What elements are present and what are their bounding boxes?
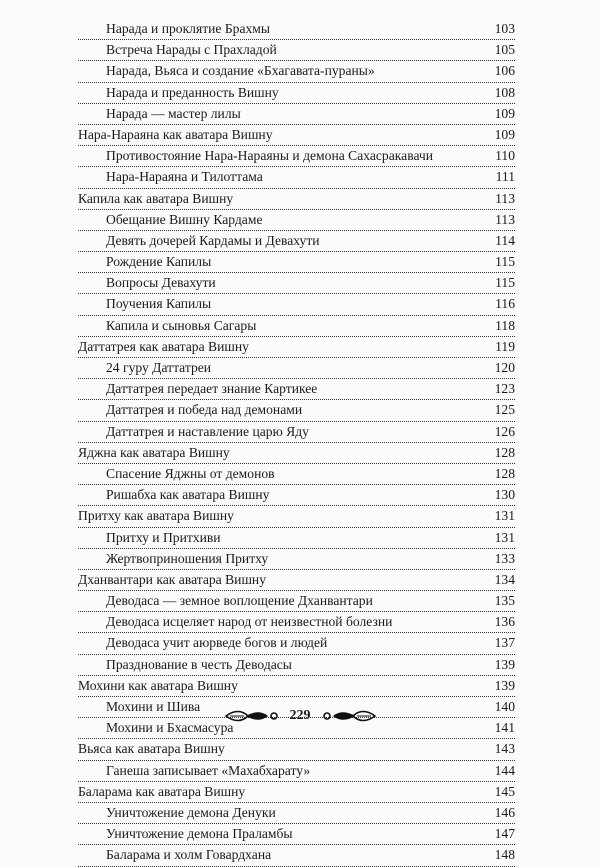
toc-entry-title: Нарада и преданность Вишну	[106, 83, 282, 103]
toc-entry-page: 116	[492, 294, 515, 314]
toc-entry	[78, 167, 515, 188]
toc-entry-page: 136	[492, 612, 515, 632]
toc-entry	[78, 676, 515, 697]
toc-entry-title: Девять дочерей Кардамы и Девахути	[106, 231, 323, 251]
toc-entry-title: Поучения Капилы	[106, 294, 214, 314]
toc-entry-title: Яджна как аватара Вишну	[78, 443, 233, 463]
toc-entry-page: 139	[492, 676, 515, 696]
toc-entry-page: 141	[492, 718, 515, 738]
toc-entry-title: Баларама и холм Говардхана	[106, 845, 274, 865]
toc-entry-title: Противостояние Нара-Нараяны и демона Сахасракавачи	[106, 146, 436, 166]
toc-entry-title: Даттатрея и победа над демонами	[106, 400, 305, 420]
toc-entry-page: 105	[492, 40, 515, 60]
toc-entry-title: Мохини и Бхасмасура	[106, 718, 236, 738]
toc-entry-page: 139	[492, 655, 515, 675]
toc-entry-title: Деводаса исцеляет народ от неизвестной болезни	[106, 612, 395, 632]
toc-entry-page: 133	[492, 549, 515, 569]
left-ornament-icon	[224, 708, 280, 724]
toc-entry-page: 130	[492, 485, 515, 505]
toc-entry	[78, 422, 515, 443]
toc-entry-page: 113	[492, 210, 515, 230]
toc-entry-title: Баларама как аватара Вишну	[78, 782, 248, 802]
toc-entry-page: 148	[492, 845, 515, 865]
toc-entry	[78, 782, 515, 803]
toc-entry-page: 109	[492, 104, 515, 124]
toc-entry-page: 111	[493, 167, 515, 187]
toc-entry-title: Нарада и проклятие Брахмы	[106, 19, 273, 39]
toc-entry-title: Рождение Капилы	[106, 252, 214, 272]
right-ornament-icon	[321, 708, 377, 724]
toc-entry	[78, 189, 515, 210]
toc-entry-page: 140	[492, 697, 515, 717]
toc-entry-title: Ришабха как аватара Вишну	[106, 485, 272, 505]
toc-entry-title: Притху и Притхиви	[106, 528, 224, 548]
toc-entry	[78, 591, 515, 612]
toc-entry	[78, 210, 515, 231]
toc-entry-page: 144	[492, 761, 515, 781]
toc-entry	[78, 146, 515, 167]
toc-entry	[78, 845, 515, 866]
toc-entry-page: 123	[492, 379, 515, 399]
toc-entry-page: 134	[492, 570, 515, 590]
toc-entry-title: Нарада, Вьяса и создание «Бхагавата-пураны»	[106, 61, 378, 81]
toc-entry-page: 109	[492, 125, 515, 145]
toc-entry-title: Даттатрея передает знание Картикее	[106, 379, 320, 399]
toc-entry	[78, 824, 515, 845]
toc-entry-title: Уничтожение демона Денуки	[106, 803, 279, 823]
toc-entry-title: Даттатрея как аватара Вишну	[78, 337, 252, 357]
toc-entry-page: 137	[492, 633, 515, 653]
toc-entry	[78, 379, 515, 400]
toc-entry	[78, 231, 515, 252]
toc-entry-title: Уничтожение демона Праламбы	[106, 824, 296, 844]
toc-entry	[78, 506, 515, 527]
page-footer	[0, 705, 600, 727]
toc-entry	[78, 570, 515, 591]
toc-entry	[78, 443, 515, 464]
toc-entry	[78, 125, 515, 146]
toc-entry-page: 106	[492, 61, 515, 81]
toc-entry	[78, 19, 515, 40]
toc-entry-page: 143	[492, 739, 515, 759]
toc-entry-title: Деводаса учит аюрведе богов и людей	[106, 633, 330, 653]
toc-entry-page: 125	[492, 400, 515, 420]
toc-entry-page: 147	[492, 824, 515, 844]
toc-entry-page: 115	[492, 252, 515, 272]
toc-entry	[78, 252, 515, 273]
toc-entry	[78, 61, 515, 82]
toc-entry-title: Встреча Нарады с Прахладой	[106, 40, 280, 60]
toc-entry-title: Нара-Нараяна как аватара Вишну	[78, 125, 276, 145]
toc-entry-page: 131	[492, 506, 515, 526]
page-number: 229	[289, 708, 311, 723]
toc-entry-page: 145	[492, 782, 515, 802]
toc-entry-page: 126	[492, 422, 515, 442]
toc-entry-page: 118	[492, 316, 515, 336]
toc-entry-title: Вьяса как аватара Вишну	[78, 739, 228, 759]
toc-entry-page: 120	[492, 358, 515, 378]
toc-entry	[78, 40, 515, 61]
toc-entry-title: Ганеша записывает «Махабхарату»	[106, 761, 313, 781]
toc-entry-title: Деводаса — земное воплощение Дханвантари	[106, 591, 376, 611]
toc-entry-page: 128	[492, 464, 515, 484]
toc-entry-title: Притху как аватара Вишну	[78, 506, 237, 526]
toc-entry	[78, 358, 515, 379]
toc-entry	[78, 316, 515, 337]
toc-entry	[78, 528, 515, 549]
toc-entry	[78, 464, 515, 485]
toc-entry-title: Мохини и Шива	[106, 697, 203, 717]
toc-entry-page: 113	[492, 189, 515, 209]
toc-entry-title: Празднование в честь Деводасы	[106, 655, 295, 675]
toc-entry	[78, 549, 515, 570]
toc-entry	[78, 761, 515, 782]
toc-entry	[78, 803, 515, 824]
toc-entry-page: 131	[492, 528, 515, 548]
toc-entry	[78, 273, 515, 294]
toc-entry-page: 103	[492, 19, 515, 39]
toc-entry-title: Обещание Вишну Кардаме	[106, 210, 265, 230]
toc-entry-page: 128	[492, 443, 515, 463]
toc-entry-page: 119	[492, 337, 515, 357]
toc-entry	[78, 485, 515, 506]
toc-entry-title: Нарада — мастер лилы	[106, 104, 244, 124]
toc-entry-page: 146	[492, 803, 515, 823]
toc-entry-title: 24 гуру Даттатреи	[106, 358, 214, 378]
toc-entry-title: Жертвоприношения Притху	[106, 549, 271, 569]
toc-entry-title: Нара-Нараяна и Тилоттама	[106, 167, 266, 187]
toc-entry	[78, 337, 515, 358]
table-of-contents	[78, 19, 515, 867]
toc-entry	[78, 104, 515, 125]
toc-entry-page: 114	[492, 231, 515, 251]
toc-entry	[78, 612, 515, 633]
toc-entry	[78, 633, 515, 654]
toc-entry	[78, 400, 515, 421]
toc-entry-page: 110	[492, 146, 515, 166]
toc-entry	[78, 294, 515, 315]
toc-entry	[78, 83, 515, 104]
toc-entry-title: Спасение Яджны от демонов	[106, 464, 278, 484]
toc-entry-page: 108	[492, 83, 515, 103]
toc-entry-title: Вопросы Девахути	[106, 273, 219, 293]
toc-entry-title: Мохини как аватара Вишну	[78, 676, 241, 696]
toc-entry-title: Дханвантари как аватара Вишну	[78, 570, 269, 590]
toc-entry	[78, 655, 515, 676]
toc-entry-page: 115	[492, 273, 515, 293]
toc-entry-page: 135	[492, 591, 515, 611]
toc-entry-title: Даттатрея и наставление царю Яду	[106, 422, 312, 442]
toc-entry-title: Капила и сыновья Сагары	[106, 316, 259, 336]
toc-entry-title: Капила как аватара Вишну	[78, 189, 236, 209]
